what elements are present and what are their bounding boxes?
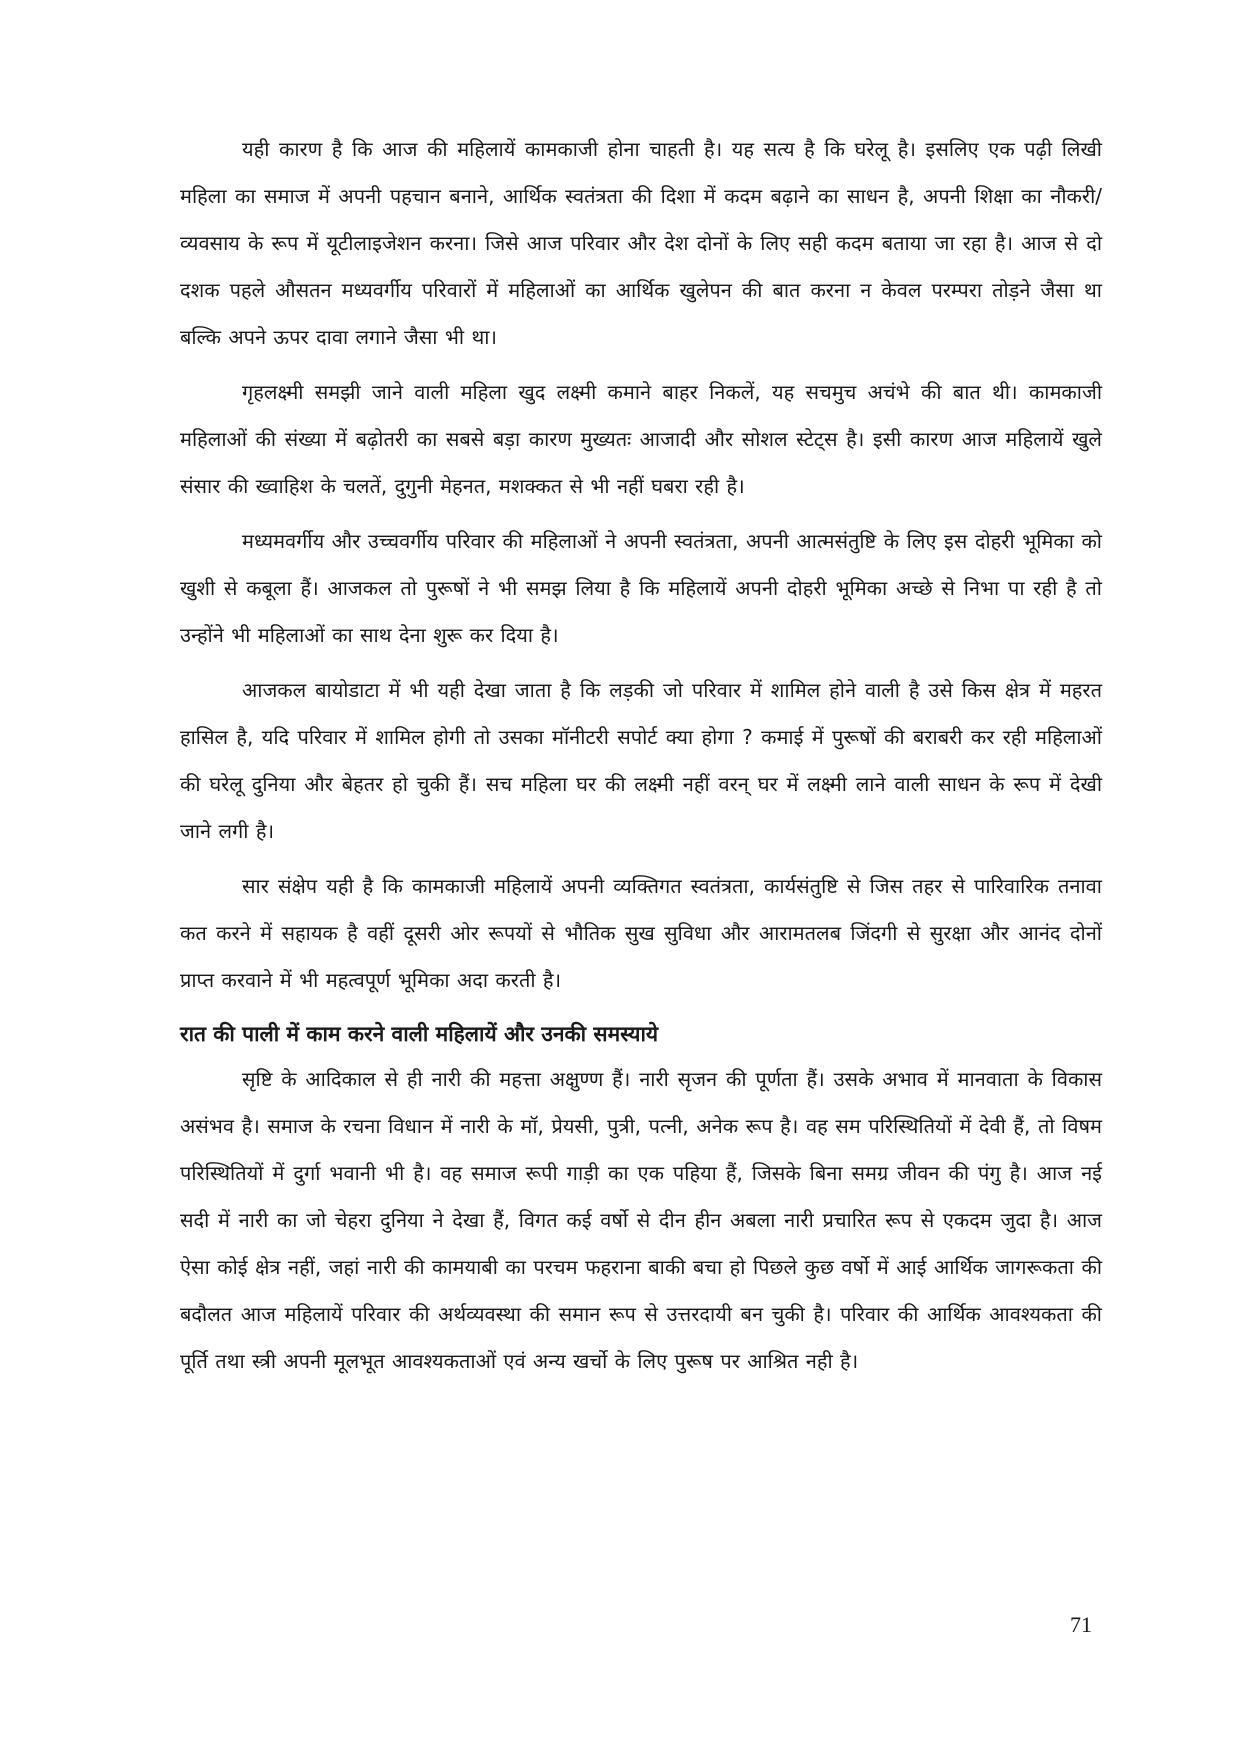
paragraph-summary: सार संक्षेप यही है कि कामकाजी महिलायें अपनी व्यक्तिगत स्वतंत्रता, कार्यसंतुष्टि से जिस तहर से पारिवारिक तनावा कत करने में सहायक है वहीं दूसरी ओर रूपयों से भौतिक सुख सुविधा और आरामतलब जिंदगी से सुरक्षा और आनंद दोनों प्राप्त करवाने में भी महत्वपूर्ण भूमिका अदा करती है। [180,874,1102,992]
paragraph-working-women-reason: यही कारण है कि आज की महिलायें कामकाजी होना चाहती है। यह सत्य है कि घरेलू है। इसलिए एक पढ़ी लिखी महिला का समाज में अपनी पहचान बनाने, आर्थिक स्वतंत्रता की दिशा में कदम बढ़ाने का साधन है, अपनी शिक्षा का नौकरी/व्यवसाय के रूप में यूटीलाइजेशन करना। जिसे आज परिवार और देश दोनों के लिए सही कदम बताया जा रहा है। आज से दो दशक पहले औसतन मध्यवर्गीय परिवारों में महिलाओं का आर्थिक खुलेपन की बात करना न केवल परम्परा तोड़ने जैसा था बल्कि अपने ऊपर दावा लगाने जैसा भी था। [180,137,1102,349]
section-heading: रात की पाली में काम करने वाली महिलायें और उनकी समस्याये [180,1022,659,1046]
paragraph-grihalakshmi: गृहलक्ष्मी समझी जाने वाली महिला खुद लक्ष्मी कमाने बाहर निकलें, यह सचमुच अचंभे की बात थी। कामकाजी महिलाओं की संख्या में बढ़ोतरी का सबसे बड़ा कारण मुख्यतः आजादी और सोशल स्टेट्स है। इसी कारण आज महिलायें खुले संसार की ख्वाहिश के चलतें, दुगुनी मेहनत, मशक्कत से भी नहीं घबरा रही है। [180,380,1102,498]
paragraph-night-shift-intro: सृष्टि के आदिकाल से ही नारी की महत्ता अक्षुण्ण हैं। नारी सृजन की पूर्णता हैं। उसके अभाव में मानवाता के विकास असंभव है। समाज के रचना विधान में नारी के मॉ, प्रेयसी, पुत्री, पत्नी, अनेक रूप है। वह सम परिस्थितियों में देवी हैं, तो विषम परिस्थितियों में दुर्गा भवानी भी है। वह समाज रूपी गाड़ी का एक पहिया हैं, जिसके बिना समग्र जीवन की पंगु है। आज नई सदी में नारी का जो चेहरा दुनिया ने देखा हैं, विगत कई वर्षो से दीन हीन अबला नारी प्रचारित रूप से एकदम जुदा है। आज ऐसा कोई क्षेत्र नहीं, जहां नारी की कामयाबी का परचम फहराना बाकी बचा हो पिछले कुछ वर्षो में आई आर्थिक जागरूकता की बदौलत आज महिलायें परिवार की अर्थव्यवस्था की समान रूप से उत्तरदायी बन चुकी है। परिवार की आर्थिक आवश्यकता की पूर्ति तथा स्त्री अपनी मूलभूत आवश्यकताओं एवं अन्य खर्चो के लिए पुरूष पर आश्रित नही है। [180,1067,1102,1373]
paragraph-dual-role: मध्यमवर्गीय और उच्चवर्गीय परिवार की महिलाओं ने अपनी स्वतंत्रता, अपनी आत्मसंतुष्टि के लिए इस दोहरी भूमिका को खुशी से कबूला हैं। आजकल तो पुरूषों ने भी समझ लिया है कि महिलायें अपनी दोहरी भूमिका अच्छे से निभा पा रही है तो उन्होंने भी महिलाओं का साथ देना शुरू कर दिया है। [180,529,1102,647]
paragraph-biodata: आजकल बायोडाटा में भी यही देखा जाता है कि लड़की जो परिवार में शामिल होने वाली है उसे किस क्षेत्र में महरत हासिल है, यदि परिवार में शामिल होगी तो उसका मॉनीटरी सपोर्ट क्या होगा ? कमाई में पुरूषों की बराबरी कर रही महिलाओं की घरेलू दुनिया और बेहतर हो चुकी हैं। सच महिला घर की लक्ष्मी नहीं वरन् घर में लक्ष्मी लाने वाली साधन के रूप में देखी जाने लगी है। [180,678,1102,843]
body-text [180,126,1102,1393]
page-number: 71 [1070,1612,1092,1637]
